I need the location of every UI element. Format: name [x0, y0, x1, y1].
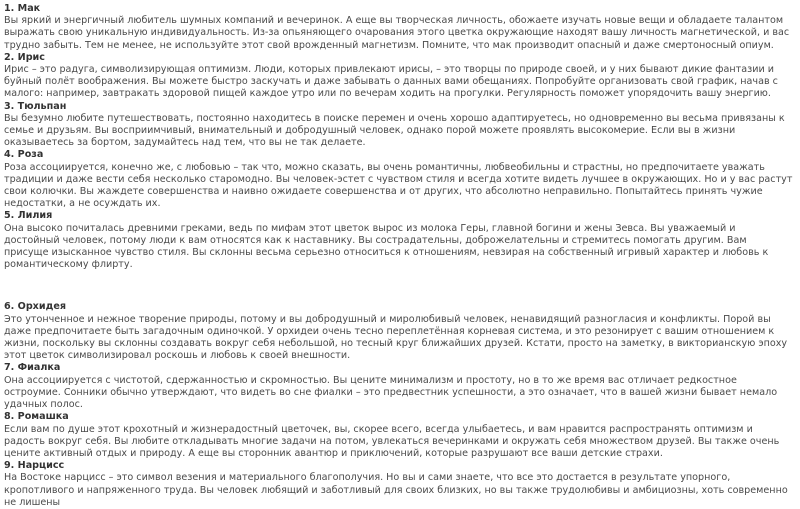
section-title: 4. Роза — [4, 149, 44, 161]
section-title: 7. Фиалка — [4, 362, 61, 374]
section-orchid — [4, 301, 794, 362]
article-body — [4, 3, 794, 509]
section-iris — [4, 52, 794, 101]
section-title: 5. Лилия — [4, 210, 53, 222]
section-title: 3. Тюльпан — [4, 100, 67, 112]
section-tulip — [4, 101, 794, 150]
section-title: 1. Мак — [4, 3, 41, 14]
section-title: 9. Нарцисс — [4, 460, 65, 472]
section-rose — [4, 149, 794, 210]
section-narcissus — [4, 460, 794, 509]
section-text: Ирис – это радуга, символизирующая оптимизм. Люди, которых привлекают ирисы, – это творцы по природе своей, и у них бывают дикие фантазии и буйный полёт воображения. Вы можете быстро заскучать и даже забывать о данных вами обещаниях. Попробуйте организовать свой график, начав с малого: например, завтракать здоровой пищей каждое утро или по вечерам ходить на прогулки. Регулярность поможет упорядочить вашу энергию. — [4, 64, 778, 100]
section-text: Если вам по душе этот крохотный и жизнерадостный цветочек, вы, скорее всего, всегда улыбаетесь, и вам нравится распространять оптимизм и радость вокруг себя. Вы любите откладывать многие задачи на потом, увлекаться вечеринками и окружать себя множеством друзей. Вы также очень цените активный отдых и природу. А еще вы сторонник авантюр и приключений, которые разрушают все ваши детские страхи. — [4, 423, 780, 459]
section-text: Это утонченное и нежное творение природы, потому и вы добродушный и миролюбивый человек, ненавидящий разногласия и конфликты. Порой вы даже предпочитаете быть загадочным одиночкой. У орхидеи очень тесно переплетённая корневая система, и это резонирует с вашим отношением к жизни, поскольку вы склонны создавать вокруг себя небольшой, но тесный круг ближайших друзей. Кстати, просто на заметку, в викторианскую эпоху этот цветок символизировал роскошь и любовь к своей внешности. — [4, 313, 788, 362]
section-gap — [4, 271, 794, 301]
section-text: Она высоко почиталась древними греками, ведь по мифам этот цветок вырос из молока Геры, главной богини и жены Зевса. Вы уважаемый и достойный человек, потому люди к вам относятся как к наставнику. Вы сострадательны, доброжелательны и стремитесь помогать другим. Вам присуще изысканное чувство стиля. Вы склонны весьма серьезно относиться к отношениям, невзирая на собственный игривый характер и любовь к романтическому флирту. — [4, 222, 769, 271]
section-daisy — [4, 411, 794, 460]
section-title: 6. Орхидея — [4, 301, 67, 313]
section-title: 8. Ромашка — [4, 411, 69, 423]
section-violet — [4, 362, 794, 411]
section-text: Вы безумно любите путешествовать, постоянно находитесь в поиске перемен и очень хорошо адаптируетесь, но одновременно вы весьма привязаны к семье и друзьям. Вы восприимчивый, внимательный и добродушный человек, однако порой можете проявлять высокомерие. Если вы в жизни оказываетесь за бортом, задумайтесь над тем, что вы не так делаете. — [4, 112, 785, 149]
section-title: 2. Ирис — [4, 51, 45, 63]
section-poppy — [4, 3, 794, 52]
section-text: Она ассоциируется с чистотой, сдержанностью и скромностью. Вы цените минимализм и простоту, но в то же время вас отличает редкостное остроумие. Сонники обычно утверждают, что видеть во сне фиалки – это предвестник успешности, а это означает, что в вашей жизни бывает немало удачных полос. — [4, 374, 778, 411]
section-text: Вы яркий и энергичный любитель шумных компаний и вечеринок. А еще вы творческая личность, обожаете изучать новые вещи и обладаете талантом выражать свою уникальную индивидуальность. Из-за опьяняющего очарования этого цветка окружающие находят вашу личность магнетической, и вас трудно забыть. Тем не менее, не используйте этот свой врожденный магнетизм. Помните, что мак производит опасный и даже смертоносный опиум. — [4, 15, 790, 51]
section-text: На Востоке нарцисс – это символ везения и материального благополучия. Но вы и сами знаете, что все это достается в результате упорного, кропотливого и напряженного труда. Вы человек любящий и заботливый для своих близких, но вы также трудолюбивы и амбициозны, хоть современно не лишены — [4, 472, 788, 508]
section-text: Роза ассоциируется, конечно же, с любовью – так что, можно сказать, вы очень романтичны, любвеобильны и страстны, но предпочитаете уважать традиции и даже вести себя несколько старомодно. Вы человек-эстет с чувством стиля и всегда хотите видеть лучшее в окружающих. Но и у вас растут свои колючки. Вы жаждете совершенства и наивно ожидаете совершенства и от других, что абсолютно неправильно. Попытайтесь принять чужие недостатки, а не осуждать их. — [4, 161, 793, 210]
section-lily — [4, 210, 794, 271]
